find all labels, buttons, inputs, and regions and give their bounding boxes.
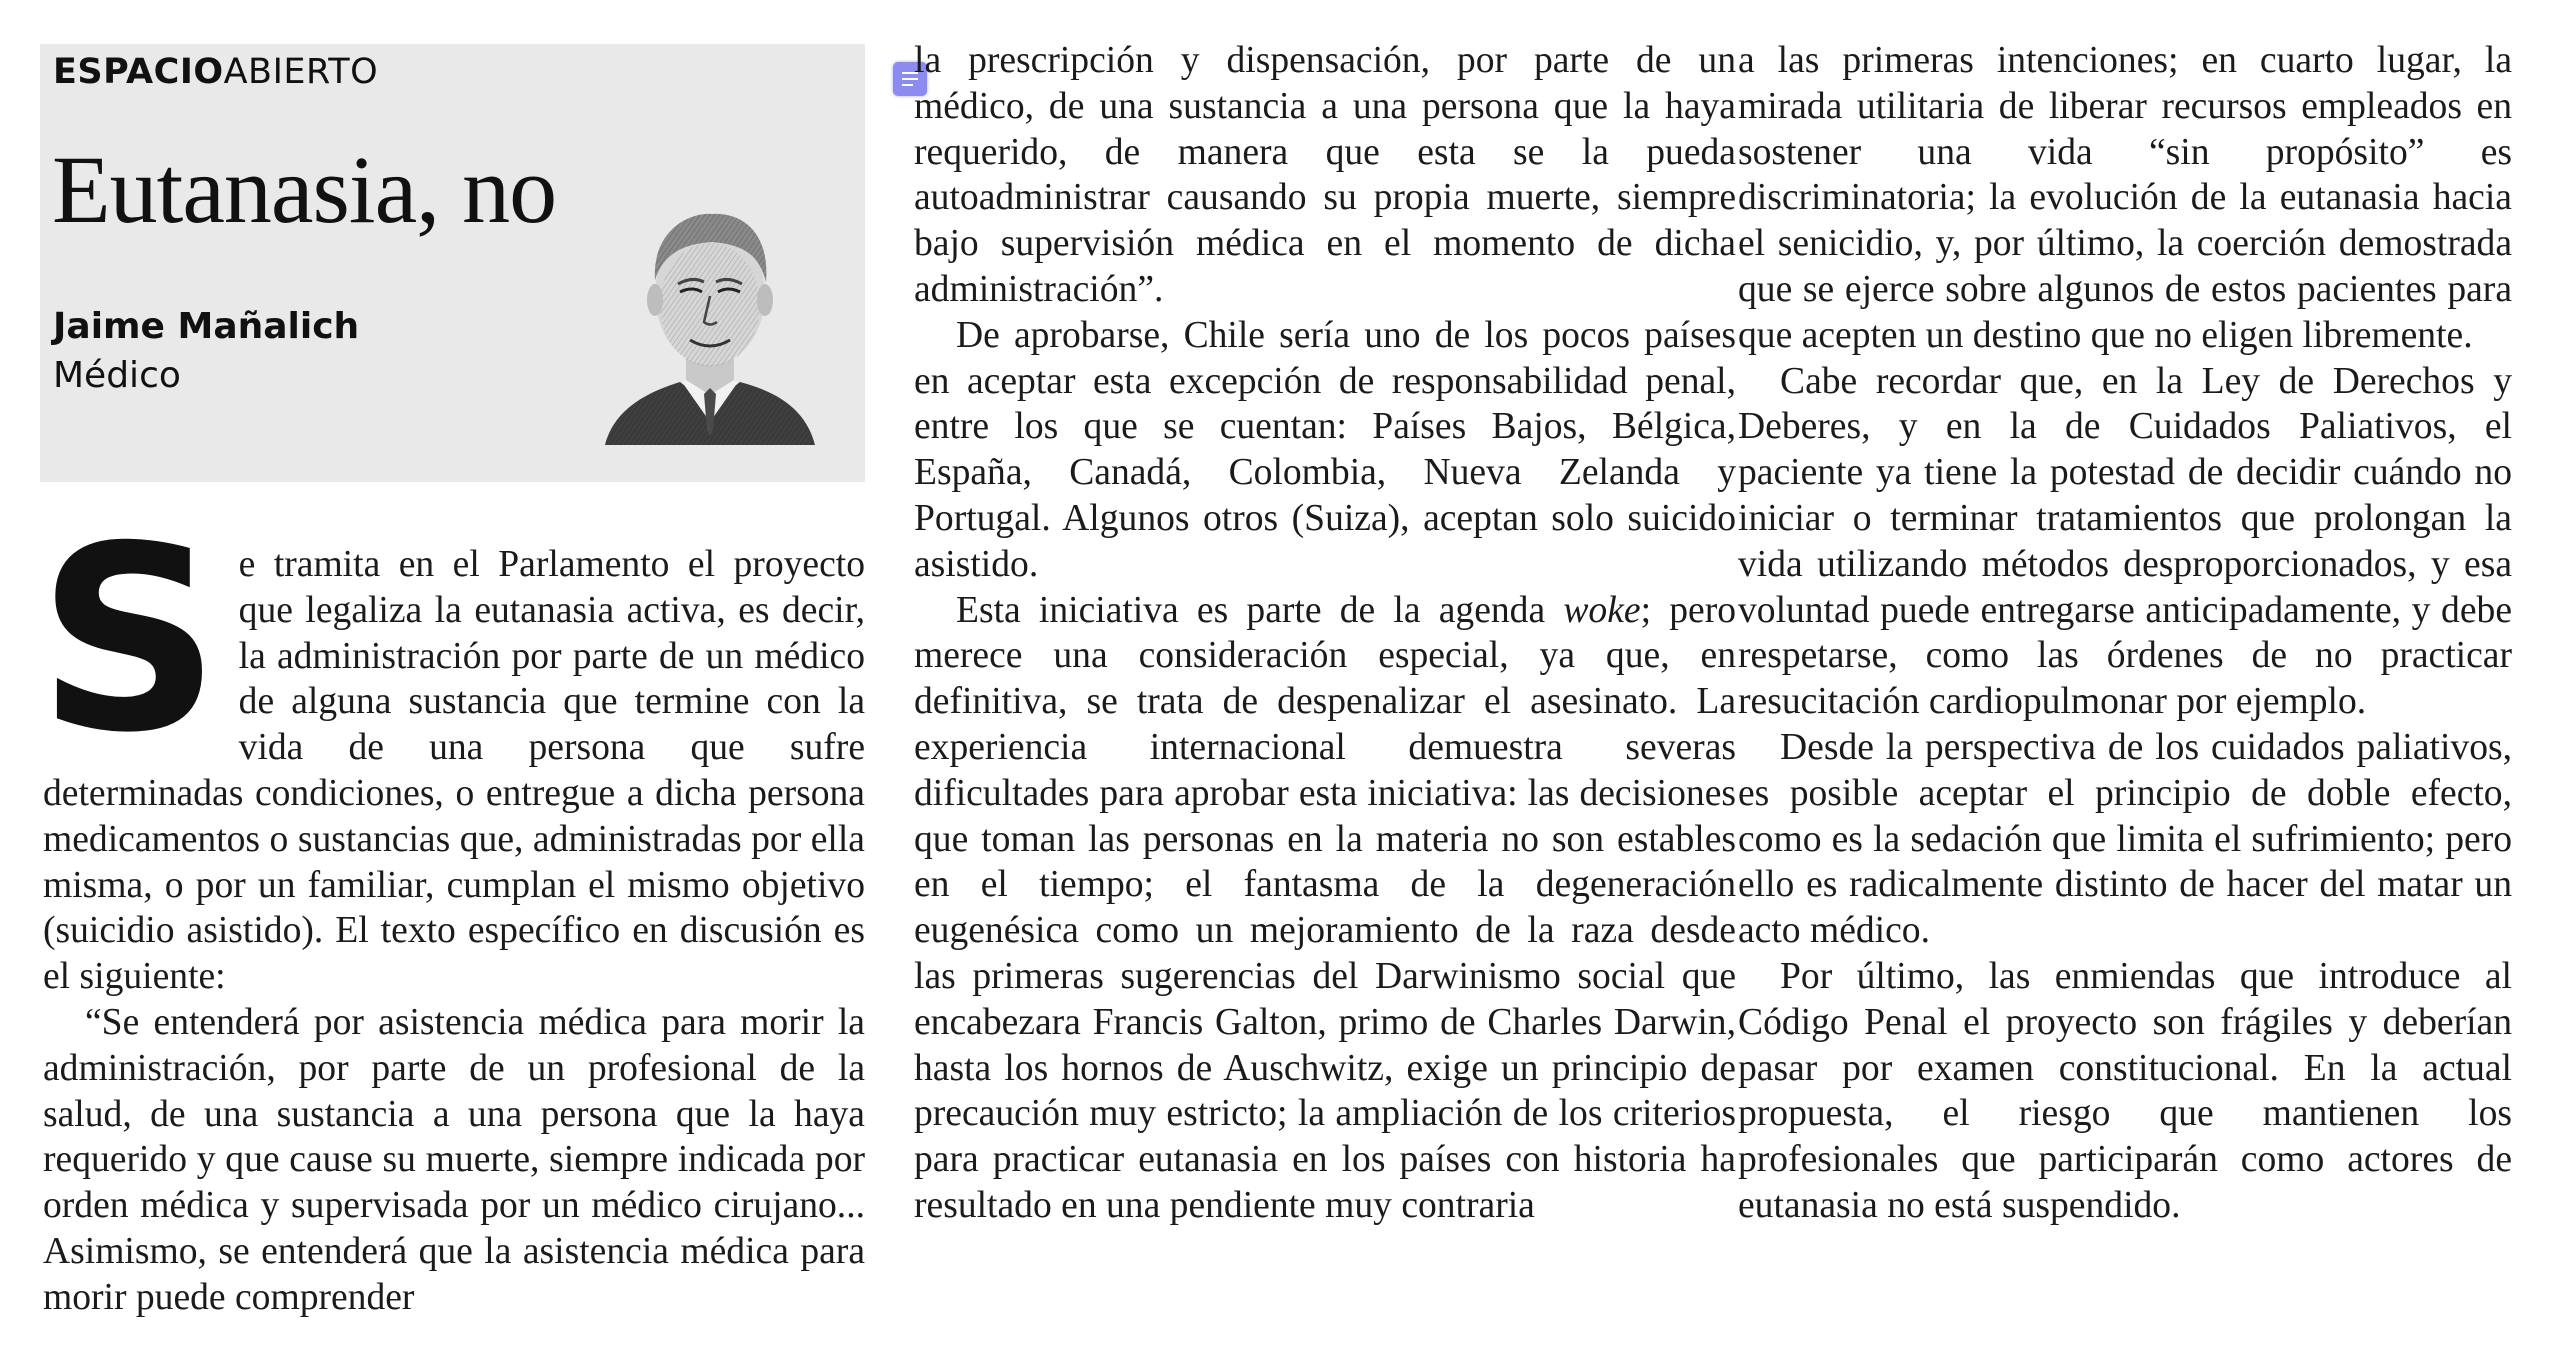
section-label-bold: ESPACIO [53,52,224,92]
section-label [53,52,378,92]
italic-word: woke [1563,589,1641,631]
article-column-2 [914,38,1736,1229]
paragraph: “Se entenderá por asistencia médica para morir la administración, por parte de un profesional de la salud, de una sustancia a una persona que la haya requerido y que cause su muerte, siempre indicada por orden médica y supervisada por un médico cirujano... Asimismo, se entenderá que la asistencia médica para morir puede comprender [43,1001,865,1318]
article-column-3 [1738,38,2512,1229]
paragraph: Cabe recordar que, en la Ley de Derechos y Deberes, y en la de Cuidados Paliativos, el paciente ya tiene la potestad de decidir cuándo no iniciar o terminar tratamientos que prolongan la vida utilizando métodos desproporcionados, y esa voluntad puede entregarse anticipadamente, y debe respetarse, como las órdenes de no practicar resucitación cardiopulmonar por ejemplo. [1738,360,2512,723]
paragraph: Por último, las enmiendas que introduce al Código Penal el proyecto son frágiles y deberían pasar por examen constitucional. En la actual propuesta, el riesgo que mantienen los profesionales que participarán como actores de eutanasia no está suspendido. [1738,955,2512,1226]
article-column-1 [37,492,865,1321]
paragraph: la prescripción y dispensación, por parte de un médico, de una sustancia a una persona que la haya requerido, de manera que esta se la pueda autoadministrar causando su propia muerte, siempre bajo supervisión médica en el momento de dicha administración”. [914,40,1736,310]
paragraph: a las primeras intenciones; en cuarto lugar, la mirada utilitaria de liberar recursos empleados en sostener una vida “sin propósito” es discriminatoria; la evolución de la eutanasia hacia el senicidio, y, por último, la coerción demostrada que se ejerce sobre algunos de estos pacientes para que acepten un destino que no eligen libremente. [1738,40,2512,356]
author-role: Médico [53,355,181,396]
paragraph-text: ; pero merece una consideración especial, ya que, en definitiva, se trata de despenalizar el asesinato. La experiencia internacional demuestra severas dificultades para aprobar esta iniciativa: las decisiones que toman las personas en la materia no son estables en el tiempo; el fantasma de la degeneración eugenésica como un mejoramiento de la raza desde las primeras sugerencias del Darwinismo social que encabezara Francis Galton, primo de Charles Darwin, hasta los hornos de Auschwitz, exige un principio de precaución muy estricto; la ampliación de los criterios para practicar eutanasia en los países con historia ha resultado en una pendiente muy contraria [914,589,1736,1226]
headline: Eutanasia, no [52,136,557,243]
section-label-light: ABIERTO [223,52,379,92]
author-portrait [600,190,820,445]
paragraph [914,588,1736,1229]
author-name: Jaime Mañalich [53,306,360,347]
paragraph-text: e tramita en el Parlamento el proyecto que legaliza la eutanasia activa, es decir, la administración por parte de un médico de alguna sustancia que termine con la vida de una persona que sufre determinadas condiciones, o entregue a dicha persona medicamentos o sustancias que, administradas por ella misma, o por un familiar, cumplan el mismo objetivo (suicidio asistido). El texto específico en discusión es el siguiente: [43,544,865,998]
dropcap: S [37,492,221,789]
paragraph: De aprobarse, Chile sería uno de los pocos países en aceptar esta excepción de responsabilidad penal, entre los que se cuentan: Países Bajos, Bélgica, España, Canadá, Colombia, Nueva Zelanda y Portugal. Algunos otros (Suiza), aceptan solo suicido asistido. [914,314,1736,585]
paragraph-text: Esta iniciativa es parte de la agenda [956,589,1564,631]
paragraph: Desde la perspectiva de los cuidados paliativos, es posible aceptar el principio de doble efecto, como es la sedación que limita el sufrimiento; pero ello es radicalmente distinto de hacer del matar un acto médico. [1738,726,2512,952]
paragraph [37,492,865,1000]
